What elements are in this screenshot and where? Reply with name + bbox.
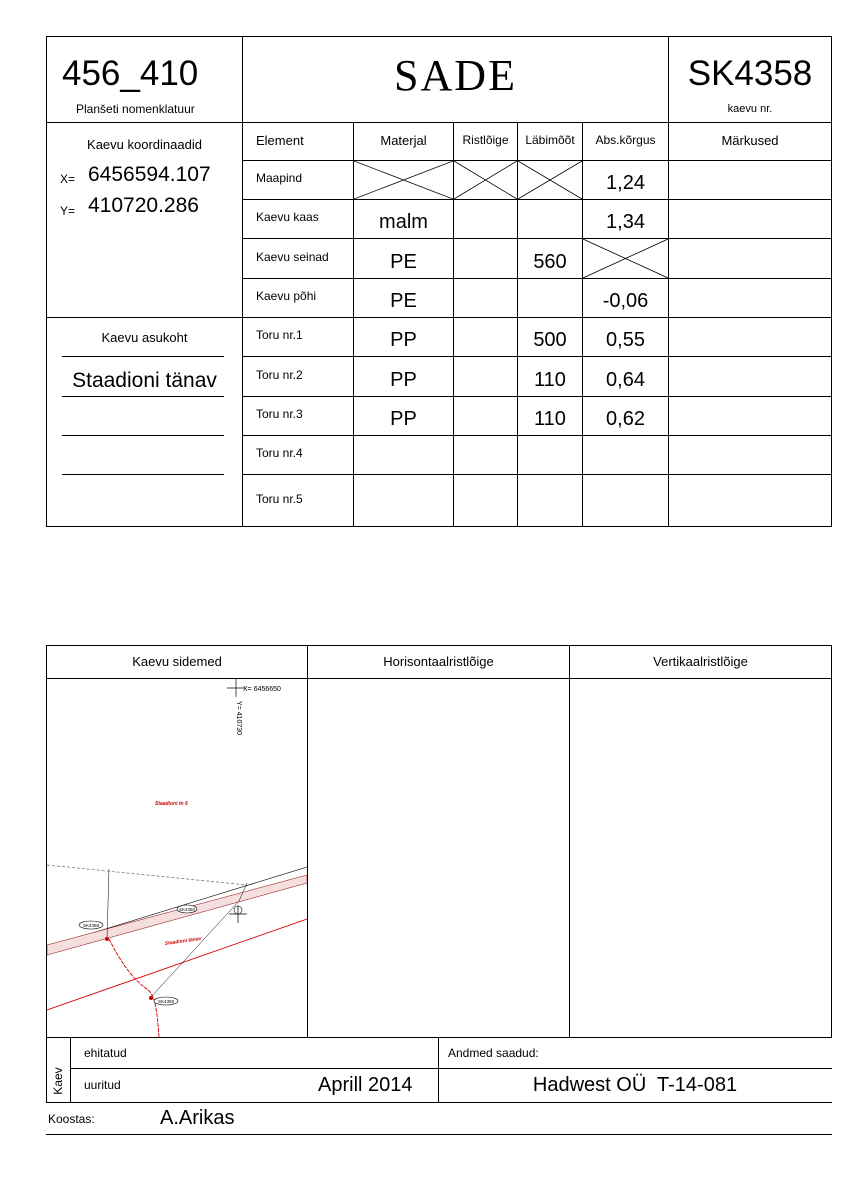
row-material: PP (390, 329, 417, 351)
row-material: PP (390, 408, 417, 430)
row-height: 1,24 (606, 172, 645, 194)
row-diameter: 110 (534, 408, 566, 430)
coord-x-prefix: X= (60, 172, 76, 186)
col-title-connections: Kaevu sidemed (132, 654, 222, 669)
map-y-label: Y= 410730 (235, 701, 242, 736)
row-element-label: Kaevu seinad (256, 250, 329, 264)
row-height: 0,62 (606, 408, 645, 430)
col-title-vertical: Vertikaalristlõige (653, 654, 748, 669)
document-title: SADE (394, 51, 517, 100)
row-element-label: Kaevu kaas (256, 210, 319, 224)
location-value: Staadioni tänav (72, 369, 217, 392)
col-header-element: Element (256, 133, 304, 148)
row-height: -0,06 (602, 290, 649, 312)
map-well-label-1: SK4358 (82, 923, 100, 928)
footer-author-value: A.Arikas (160, 1107, 235, 1129)
col-header-height: Abs.kõrgus (595, 133, 656, 147)
col-title-horizontal: Horisontaalristlõige (383, 654, 494, 669)
row-material: malm (379, 211, 428, 233)
crossed-cell-height (583, 239, 668, 278)
map-well-label-3: SK4360 (178, 907, 196, 912)
row-element-label: Toru nr.2 (256, 368, 303, 382)
footer-built-label: ehitatud (84, 1046, 127, 1060)
sheet-label: Planšeti nomenklatuur (76, 102, 195, 116)
row-material: PE (390, 251, 417, 273)
coord-y-prefix: Y= (60, 204, 76, 218)
footer-data-label: Andmed saadud: (448, 1046, 539, 1060)
location-map (47, 679, 307, 1037)
map-x-label: X= 6456650 (243, 686, 281, 693)
footer-author-label: Koostas: (48, 1112, 95, 1126)
row-height: 0,64 (606, 369, 645, 391)
row-element-label: Kaevu põhi (256, 289, 317, 303)
col-header-notes: Märkused (721, 133, 779, 148)
col-header-diameter: Läbimõõt (525, 133, 575, 147)
row-diameter: 110 (534, 369, 566, 391)
coords-label: Kaevu koordinaadid (87, 137, 202, 152)
map-street-label-1: Staadioni tn 6 (155, 801, 188, 807)
row-material: PP (390, 369, 417, 391)
coord-y-value: 410720.286 (88, 194, 199, 217)
map-street-label-2: Staadioni tänav (164, 935, 202, 947)
row-material: PE (390, 290, 417, 312)
footer-data-value: Hadwest OÜ T-14-081 (532, 1074, 738, 1096)
footer-surveyed-label: uuritud (84, 1078, 121, 1092)
crossed-cell-material (354, 161, 453, 199)
sheet-number: 456_410 (62, 54, 199, 93)
col-header-material: Materjal (380, 133, 427, 148)
well-label: kaevu nr. (727, 103, 773, 115)
coord-x-value: 6456594.107 (88, 163, 211, 186)
footer-date: Aprill 2014 (318, 1074, 413, 1096)
row-element-label: Toru nr.3 (256, 407, 303, 421)
row-diameter: 500 (533, 329, 567, 351)
crossed-cell-diameter (518, 161, 582, 199)
map-well-label-2: SK4359 (157, 999, 175, 1004)
location-label: Kaevu asukoht (101, 330, 188, 345)
row-element-label: Toru nr.4 (256, 446, 303, 460)
row-diameter: 560 (533, 251, 567, 273)
row-height: 0,55 (606, 329, 645, 351)
crossed-cell-section (454, 161, 517, 199)
row-height: 1,34 (606, 211, 645, 233)
row-element-label: Toru nr.5 (256, 492, 303, 506)
col-header-section: Ristlõige (462, 133, 509, 147)
well-number: SK4358 (687, 54, 813, 93)
row-element-label: Toru nr.1 (256, 328, 303, 342)
row-element-label: Maapind (256, 171, 303, 185)
footer-side-label: Kaev (51, 1067, 65, 1095)
